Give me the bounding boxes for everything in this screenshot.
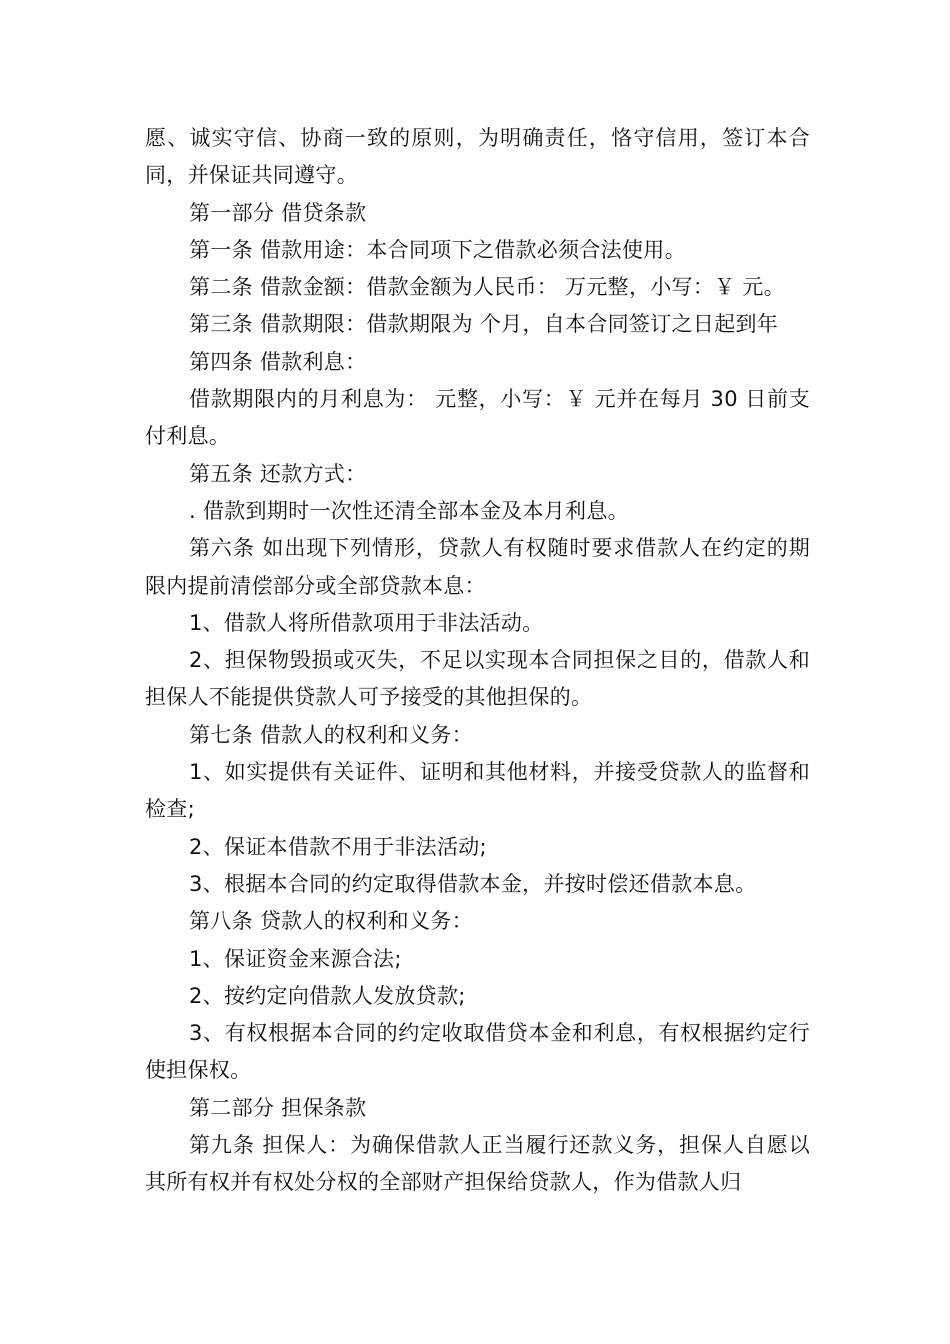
article-8-item-1: 1、保证资金来源合法; <box>189 946 402 971</box>
section-heading-part-two: 第二部分 担保条款 <box>189 1095 367 1120</box>
article-9-guarantor: 第九条 担保人：为确保借款人正当履行还款义务，担保人自愿以其所有权并有权处分权的全部财产担保给贷款人，作为借款人归 <box>145 1133 810 1195</box>
section-heading-part-one: 第一部分 借贷条款 <box>189 200 367 225</box>
article-7-item-3: 3、根据本合同的约定取得借款本金，并按时偿还借款本息。 <box>189 871 757 896</box>
article-7-item-2: 2、保证本借款不用于非法活动; <box>189 834 487 859</box>
article-6-item-2: 2、担保物毁损或灭失，不足以实现本合同担保之目的，借款人和担保人不能提供贷款人可予接受的其他担保的。 <box>145 648 810 710</box>
article-5-repayment-method: 第五条 还款方式： <box>189 461 367 486</box>
document-page <box>145 120 810 1202</box>
article-8-item-2: 2、按约定向借款人发放贷款; <box>189 983 466 1008</box>
article-8-lender-rights: 第八条 贷款人的权利和义务： <box>189 909 473 934</box>
article-7-borrower-rights: 第七条 借款人的权利和义务： <box>189 722 473 747</box>
article-6-item-1: 1、借款人将所借款项用于非法活动。 <box>189 610 544 635</box>
article-8-item-3: 3、有权根据本合同的约定收取借贷本金和利息，有权根据约定行使担保权。 <box>145 1021 810 1083</box>
repayment-detail-paragraph: . 借款到期时一次性还清全部本金及本月利息。 <box>189 498 629 523</box>
paragraph-intro-continuation: 愿、诚实守信、协商一致的原则，为明确责任，恪守信用，签订本合同，并保证共同遵守。 <box>145 126 810 188</box>
article-4-loan-interest: 第四条 借款利息： <box>189 349 367 374</box>
article-2-loan-amount: 第二条 借款金额：借款金额为人民币： 万元整，小写：￥ 元。 <box>189 275 786 300</box>
article-1-loan-purpose: 第一条 借款用途：本合同项下之借款必须合法使用。 <box>189 237 686 262</box>
article-6-early-repayment: 第六条 如出现下列情形，贷款人有权随时要求借款人在约定的期限内提前清偿部分或全部贷款本息： <box>145 536 810 598</box>
article-7-item-1: 1、如实提供有关证件、证明和其他材料，并接受贷款人的监督和检查; <box>145 760 810 822</box>
article-3-loan-term: 第三条 借款期限：借款期限为 个月，自本合同签订之日起到年 <box>189 312 779 337</box>
interest-detail-paragraph: 借款期限内的月利息为： 元整，小写：￥ 元并在每月 30 日前支付利息。 <box>145 387 810 449</box>
